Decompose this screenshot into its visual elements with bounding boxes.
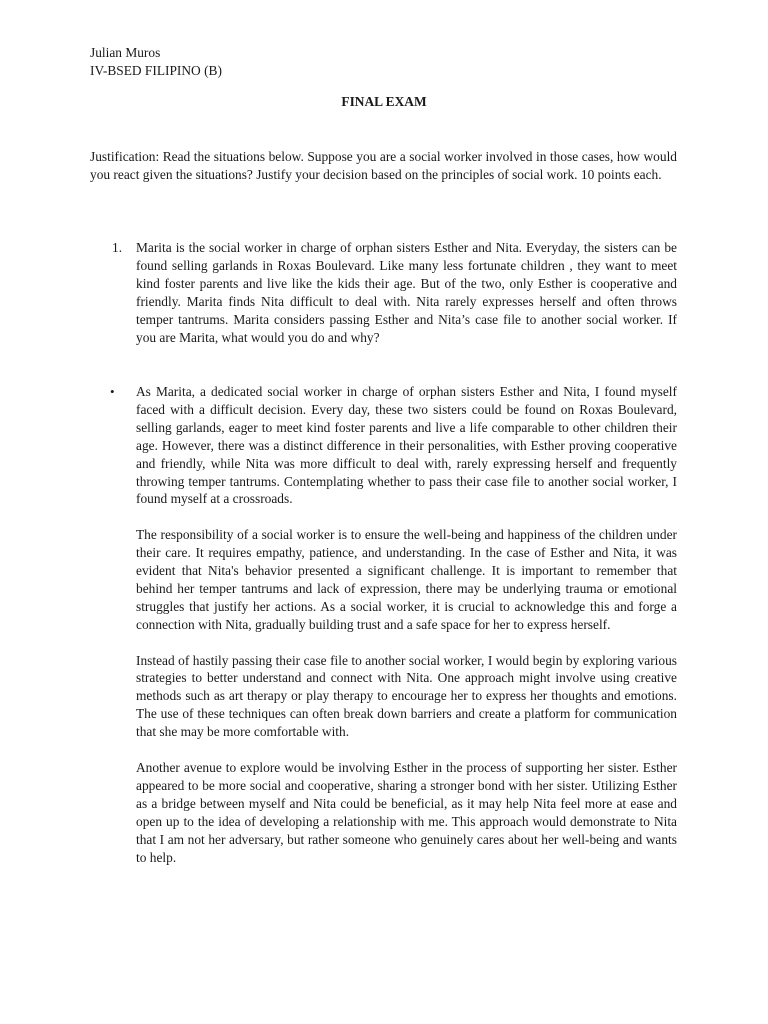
student-name: Julian Muros bbox=[90, 45, 161, 60]
bullet-icon: • bbox=[110, 384, 115, 399]
exam-title: FINAL EXAM bbox=[341, 94, 427, 109]
question-number: 1. bbox=[112, 240, 123, 255]
answer-block bbox=[90, 383, 677, 884]
exam-instructions: Justification: Read the situations below. Suppose you are a social worker involved in those cases, how would you react given the situations? Justify your decision based on the principles of social work. 10 points each. bbox=[90, 149, 677, 182]
answer-paragraph: As Marita, a dedicated social worker in charge of orphan sisters Esther and Nita, I found myself faced with a difficult decision. Every day, these two sisters could be found on Roxas Boulevard, selling garlands, eager to meet kind foster parents and live a life comparable to other children their age. However, there was a distinct difference in their personalities, with Esther proving cooperative and friendly, while Nita was more difficult to deal with, rarely expressing herself and frequently throwing temper tantrums. Contemplating whether to pass their case file to another social worker, I found myself at a crossroads. bbox=[136, 384, 677, 507]
answer-paragraph: Instead of hastily passing their case file to another social worker, I would begin by exploring various strategies to better understand and connect with Nita. One approach might involve using creative methods such as art therapy or play therapy to encourage her to express her thoughts and emotions. The use of these techniques can often break down barriers and create a platform for communication that she may be more comfortable with. bbox=[136, 652, 677, 740]
question-text: Marita is the social worker in charge of orphan sisters Esther and Nita. Everyday, the sisters can be found selling garlands in Roxas Boulevard. Like many less fortunate children , they want to meet kind foster parents and live like the kids their age. But of the two, only Esther is cooperative and friendly. Marita finds Nita difficult to deal with. Nita rarely expresses herself and often throws temper tantrums. Marita considers passing Esther and Nita’s case file to another social worker. If you are Marita, what would you do and why? bbox=[136, 240, 677, 345]
answer-paragraph: Another avenue to explore would be involving Esther in the process of supporting her sister. Esther appeared to be more social and cooperative, sharing a stronger bond with her sister. Utilizing Esther as a bridge between myself and Nita could be beneficial, as it may help Nita feel more at ease and open up to the idea of developing a relationship with me. This approach would demonstrate to Nita that I am not her adversary, but rather someone who genuinely cares about her well-being and wants to help. bbox=[136, 759, 677, 865]
question-item bbox=[90, 239, 677, 346]
student-course: IV-BSED FILIPINO (B) bbox=[90, 62, 222, 78]
student-header bbox=[90, 44, 222, 80]
answer-paragraph: The responsibility of a social worker is to ensure the well-being and happiness of the children under their care. It requires empathy, patience, and understanding. In the case of Esther and Nita, it was evident that Nita's behavior presented a significant challenge. It is important to remember that behind her temper tantrums and lack of expression, there may be underlying trauma or emotional struggles that justify her actions. As a social worker, it is crucial to acknowledge this and forge a connection with Nita, gradually building trust and a safe space for her to express herself. bbox=[136, 527, 677, 632]
exam-title-row bbox=[0, 93, 768, 111]
